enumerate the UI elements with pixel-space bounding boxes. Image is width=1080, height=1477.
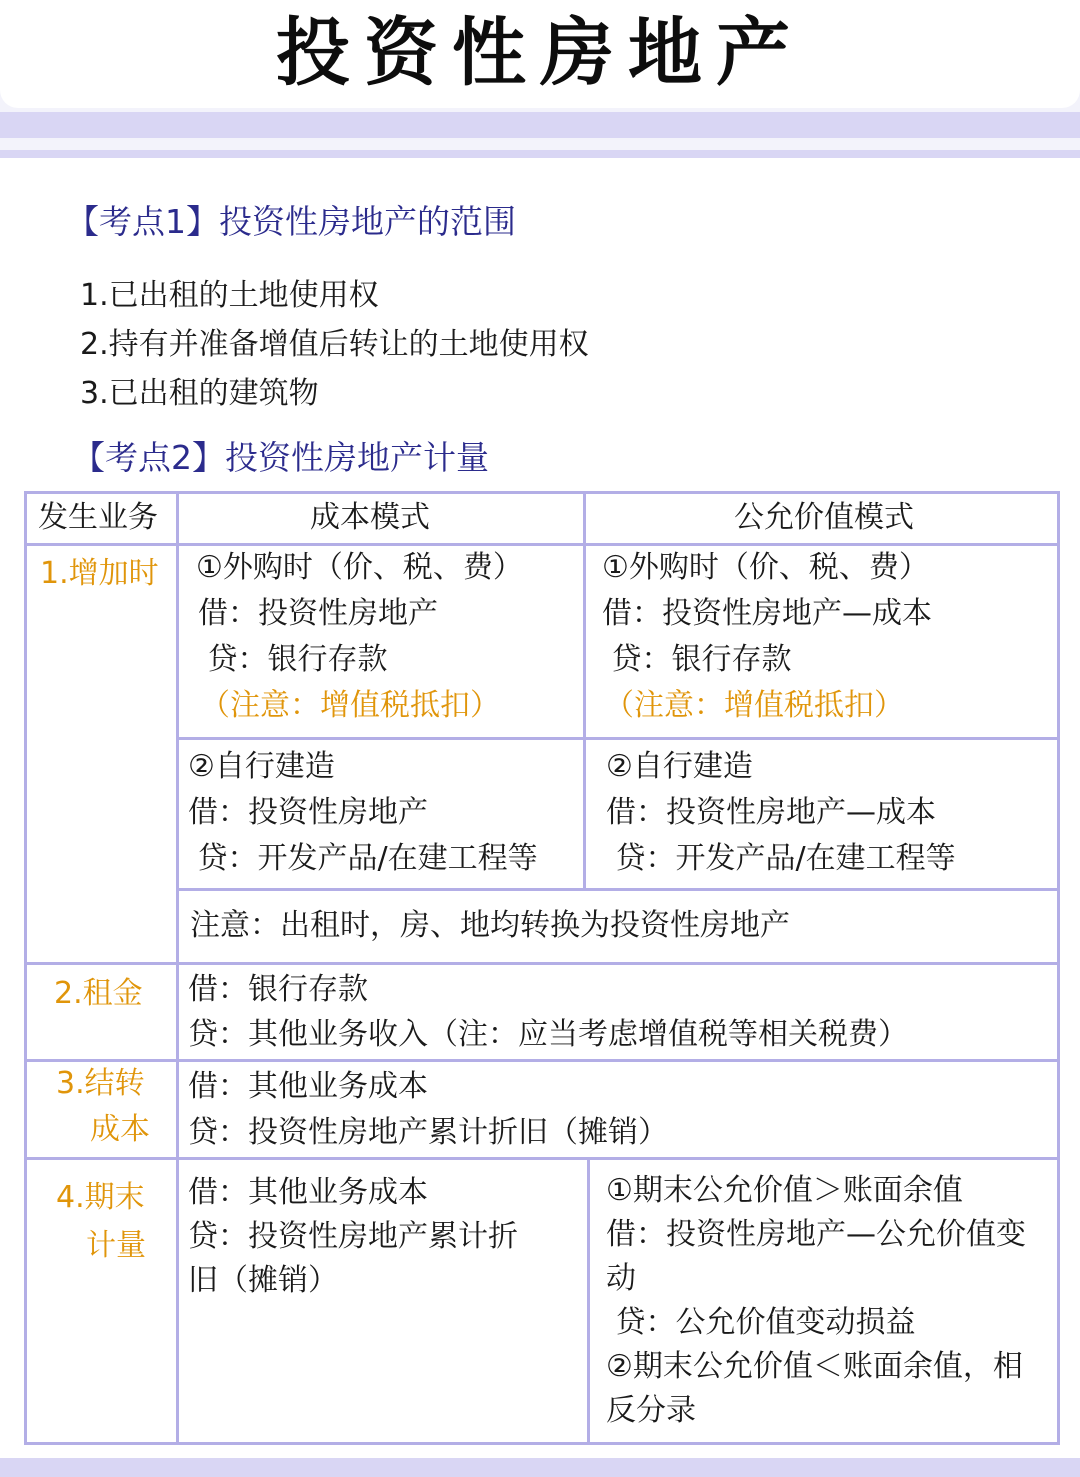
section2-heading: 【考点2】投资性房地产计量: [72, 438, 489, 477]
fair-purchase-note: （注意：增值税抵扣）: [604, 688, 904, 723]
list-item: 3.已出租的建筑物: [80, 376, 319, 411]
decorative-band-bottom: [0, 1458, 1080, 1477]
period-end-cost-line: 贷：投资性房地产累计折: [188, 1219, 518, 1254]
period-end-fair-line: ②期末公允价值＜账面余值，相: [606, 1349, 1023, 1384]
cost-purchase-line: ①外购时（价、税、费）: [196, 550, 523, 585]
table-header-cost-model: 成本模式: [310, 500, 430, 535]
decorative-band: [0, 112, 1080, 138]
rent-line: 借：银行存款: [188, 972, 368, 1007]
period-end-fair-line: 贷：公允价值变动损益: [606, 1305, 916, 1340]
transfer-cost-line: 贷：投资性房地产累计折旧（摊销）: [188, 1115, 668, 1150]
table-rule: [177, 737, 1060, 740]
rental-conversion-note: 注意：出租时，房、地均转换为投资性房地产: [190, 908, 790, 943]
fair-purchase-line: 贷：银行存款: [602, 642, 792, 677]
table-rule: [583, 491, 586, 889]
cost-build-line: 贷：开发产品/在建工程等: [188, 841, 538, 876]
cost-build-line: 借：投资性房地产: [188, 795, 428, 830]
table-header-fair-value-model: 公允价值模式: [734, 500, 914, 535]
row-label-transfer-cost: 成本: [90, 1112, 150, 1147]
rent-line: 贷：其他业务收入（注：应当考虑增值税等相关税费）: [188, 1017, 908, 1052]
row-label-transfer-cost: 3.结转: [56, 1066, 145, 1101]
period-end-fair-line: 借：投资性房地产—公允价值变: [606, 1217, 1026, 1252]
fair-purchase-line: 借：投资性房地产—成本: [602, 596, 932, 631]
cost-build-line: ②自行建造: [188, 749, 335, 784]
table-rule: [177, 888, 1060, 891]
title-header: [0, 0, 1080, 108]
period-end-fair-line: 反分录: [606, 1393, 696, 1428]
table-rule: [176, 491, 179, 1445]
cost-purchase-note: （注意：增值税抵扣）: [200, 688, 500, 723]
list-item: 1.已出租的土地使用权: [80, 278, 379, 313]
table-rule: [24, 962, 1060, 965]
table-rule: [24, 1157, 1060, 1160]
fair-build-line: 借：投资性房地产—成本: [606, 795, 936, 830]
section1-heading: 【考点1】投资性房地产的范围: [66, 202, 516, 241]
fair-purchase-line: ①外购时（价、税、费）: [602, 550, 929, 585]
table-rule: [24, 1059, 1060, 1062]
list-item: 2.持有并准备增值后转让的土地使用权: [80, 327, 589, 362]
transfer-cost-line: 借：其他业务成本: [188, 1069, 428, 1104]
fair-build-line: ②自行建造: [606, 749, 753, 784]
table-rule: [587, 1157, 590, 1445]
period-end-fair-line: 动: [606, 1261, 636, 1296]
fair-build-line: 贷：开发产品/在建工程等: [606, 841, 956, 876]
page-title: 投资性房地产: [276, 10, 804, 96]
period-end-cost-line: 旧（摊销）: [188, 1263, 338, 1298]
cost-purchase-line: 贷：银行存款: [198, 642, 388, 677]
period-end-fair-line: ①期末公允价值＞账面余值: [606, 1173, 963, 1208]
table-header-business: 发生业务: [38, 500, 158, 535]
period-end-cost-line: 借：其他业务成本: [188, 1175, 428, 1210]
row-label-rent: 2.租金: [54, 976, 143, 1011]
decorative-band-thin: [0, 150, 1080, 158]
row-label-period-end: 4.期末: [56, 1180, 145, 1215]
cost-purchase-line: 借：投资性房地产: [198, 596, 438, 631]
row-label-increase: 1.增加时: [40, 556, 159, 591]
row-label-period-end: 计量: [86, 1228, 146, 1263]
